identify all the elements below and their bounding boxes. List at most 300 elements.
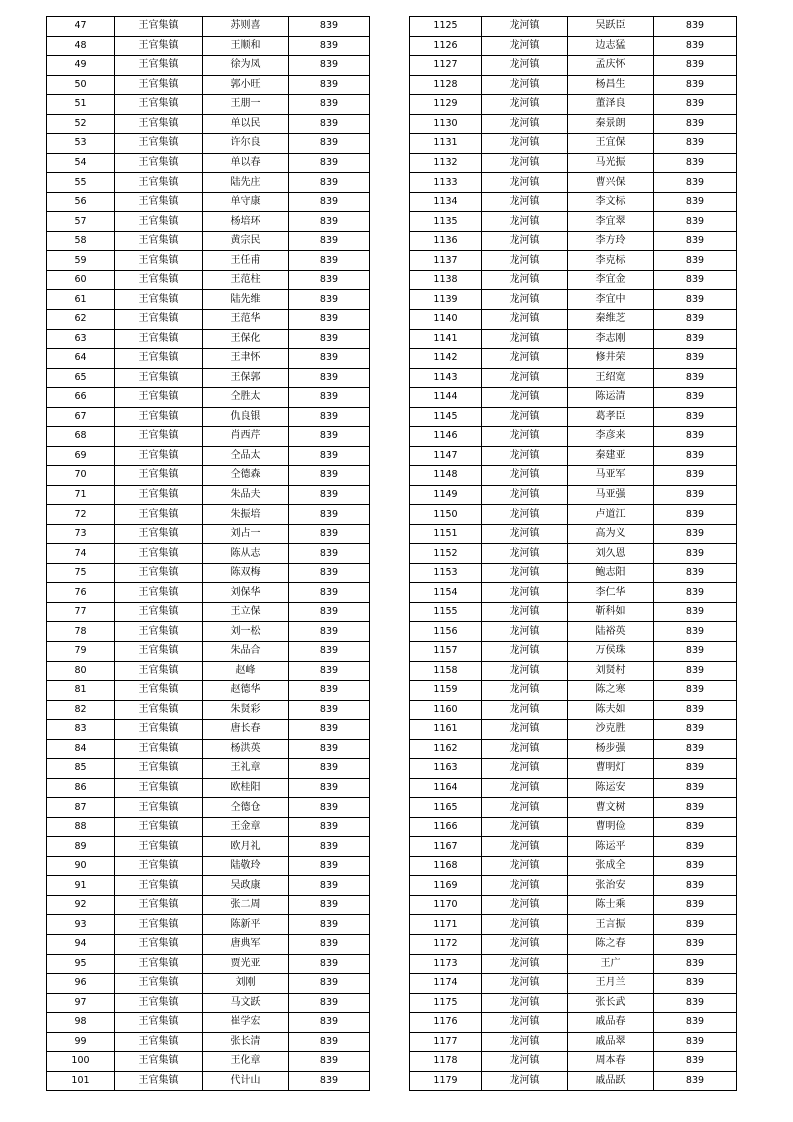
row-number-cell: 1136 bbox=[410, 231, 482, 251]
row-number-cell: 68 bbox=[47, 427, 115, 447]
row-number-cell: 98 bbox=[47, 1013, 115, 1033]
person-name-cell: 修井荣 bbox=[568, 349, 654, 369]
town-name-cell: 王官集镇 bbox=[115, 798, 203, 818]
row-number-cell: 1167 bbox=[410, 837, 482, 857]
person-name-cell: 刘久恩 bbox=[568, 544, 654, 564]
table-row bbox=[410, 778, 737, 798]
row-number-cell: 57 bbox=[47, 212, 115, 232]
amount-cell: 839 bbox=[289, 427, 370, 447]
table-row bbox=[47, 485, 370, 505]
person-name-cell: 王朋一 bbox=[203, 95, 289, 115]
town-name-cell: 龙河镇 bbox=[482, 759, 568, 779]
person-name-cell: 贾光亚 bbox=[203, 954, 289, 974]
person-name-cell: 周本春 bbox=[568, 1052, 654, 1072]
table-row bbox=[47, 290, 370, 310]
table-row bbox=[47, 544, 370, 564]
row-number-cell: 96 bbox=[47, 974, 115, 994]
town-name-cell: 王官集镇 bbox=[115, 602, 203, 622]
person-name-cell: 王任甫 bbox=[203, 251, 289, 271]
amount-cell: 839 bbox=[654, 17, 737, 37]
amount-cell: 839 bbox=[654, 153, 737, 173]
row-number-cell: 1141 bbox=[410, 329, 482, 349]
table-row bbox=[410, 934, 737, 954]
person-name-cell: 鲍志阳 bbox=[568, 563, 654, 583]
table-row bbox=[410, 466, 737, 486]
table-row bbox=[47, 934, 370, 954]
town-name-cell: 王官集镇 bbox=[115, 36, 203, 56]
town-name-cell: 王官集镇 bbox=[115, 153, 203, 173]
row-number-cell: 61 bbox=[47, 290, 115, 310]
town-name-cell: 龙河镇 bbox=[482, 915, 568, 935]
town-name-cell: 龙河镇 bbox=[482, 153, 568, 173]
row-number-cell: 65 bbox=[47, 368, 115, 388]
row-number-cell: 1155 bbox=[410, 602, 482, 622]
town-name-cell: 龙河镇 bbox=[482, 837, 568, 857]
amount-cell: 839 bbox=[654, 759, 737, 779]
row-number-cell: 1150 bbox=[410, 505, 482, 525]
amount-cell: 839 bbox=[654, 524, 737, 544]
town-name-cell: 龙河镇 bbox=[482, 56, 568, 76]
person-name-cell: 单以民 bbox=[203, 114, 289, 134]
table-row bbox=[47, 212, 370, 232]
table-row bbox=[410, 583, 737, 603]
table-row bbox=[47, 798, 370, 818]
person-name-cell: 张成全 bbox=[568, 856, 654, 876]
row-number-cell: 49 bbox=[47, 56, 115, 76]
person-name-cell: 苏则喜 bbox=[203, 17, 289, 37]
table-row bbox=[410, 446, 737, 466]
table-row bbox=[47, 173, 370, 193]
town-name-cell: 王官集镇 bbox=[115, 251, 203, 271]
person-name-cell: 李宜翠 bbox=[568, 212, 654, 232]
town-name-cell: 龙河镇 bbox=[482, 1071, 568, 1091]
row-number-cell: 1156 bbox=[410, 622, 482, 642]
amount-cell: 839 bbox=[289, 563, 370, 583]
person-name-cell: 戚品跃 bbox=[568, 1071, 654, 1091]
amount-cell: 839 bbox=[289, 583, 370, 603]
town-name-cell: 王官集镇 bbox=[115, 524, 203, 544]
table-row bbox=[47, 388, 370, 408]
table-row bbox=[47, 876, 370, 896]
person-name-cell: 陈之寒 bbox=[568, 681, 654, 701]
person-name-cell: 吴跃臣 bbox=[568, 17, 654, 37]
town-name-cell: 王官集镇 bbox=[115, 681, 203, 701]
amount-cell: 839 bbox=[289, 974, 370, 994]
town-name-cell: 王官集镇 bbox=[115, 720, 203, 740]
amount-cell: 839 bbox=[654, 1052, 737, 1072]
row-number-cell: 83 bbox=[47, 720, 115, 740]
person-name-cell: 许尔良 bbox=[203, 134, 289, 154]
table-row bbox=[410, 212, 737, 232]
person-name-cell: 张二周 bbox=[203, 895, 289, 915]
amount-cell: 839 bbox=[654, 212, 737, 232]
row-number-cell: 50 bbox=[47, 75, 115, 95]
person-name-cell: 王绍宽 bbox=[568, 368, 654, 388]
amount-cell: 839 bbox=[654, 954, 737, 974]
town-name-cell: 王官集镇 bbox=[115, 993, 203, 1013]
town-name-cell: 龙河镇 bbox=[482, 212, 568, 232]
amount-cell: 839 bbox=[289, 837, 370, 857]
amount-cell: 839 bbox=[289, 661, 370, 681]
amount-cell: 839 bbox=[289, 485, 370, 505]
person-name-cell: 高为义 bbox=[568, 524, 654, 544]
person-name-cell: 陆裕英 bbox=[568, 622, 654, 642]
amount-cell: 839 bbox=[654, 856, 737, 876]
town-name-cell: 龙河镇 bbox=[482, 1013, 568, 1033]
person-name-cell: 陈之春 bbox=[568, 934, 654, 954]
person-name-cell: 秦景朗 bbox=[568, 114, 654, 134]
row-number-cell: 55 bbox=[47, 173, 115, 193]
row-number-cell: 1137 bbox=[410, 251, 482, 271]
table-row bbox=[47, 1032, 370, 1052]
amount-cell: 839 bbox=[654, 778, 737, 798]
town-name-cell: 王官集镇 bbox=[115, 837, 203, 857]
person-name-cell: 单以春 bbox=[203, 153, 289, 173]
town-name-cell: 王官集镇 bbox=[115, 368, 203, 388]
person-name-cell: 王范华 bbox=[203, 309, 289, 329]
row-number-cell: 91 bbox=[47, 876, 115, 896]
row-number-cell: 1130 bbox=[410, 114, 482, 134]
amount-cell: 839 bbox=[289, 1013, 370, 1033]
amount-cell: 839 bbox=[654, 895, 737, 915]
amount-cell: 839 bbox=[654, 583, 737, 603]
amount-cell: 839 bbox=[289, 114, 370, 134]
person-name-cell: 卢道江 bbox=[568, 505, 654, 525]
row-number-cell: 82 bbox=[47, 700, 115, 720]
table-row bbox=[47, 192, 370, 212]
amount-cell: 839 bbox=[289, 349, 370, 369]
person-name-cell: 刘保华 bbox=[203, 583, 289, 603]
town-name-cell: 龙河镇 bbox=[482, 681, 568, 701]
amount-cell: 839 bbox=[289, 466, 370, 486]
table-row bbox=[410, 759, 737, 779]
person-name-cell: 董泽良 bbox=[568, 95, 654, 115]
table-row bbox=[410, 974, 737, 994]
amount-cell: 839 bbox=[654, 427, 737, 447]
person-name-cell: 戚品春 bbox=[568, 1013, 654, 1033]
town-name-cell: 王官集镇 bbox=[115, 309, 203, 329]
row-number-cell: 1147 bbox=[410, 446, 482, 466]
amount-cell: 839 bbox=[289, 173, 370, 193]
person-name-cell: 崔学宏 bbox=[203, 1013, 289, 1033]
table-row bbox=[47, 1052, 370, 1072]
table-row bbox=[410, 856, 737, 876]
row-number-cell: 47 bbox=[47, 17, 115, 37]
row-number-cell: 84 bbox=[47, 739, 115, 759]
town-name-cell: 王官集镇 bbox=[115, 329, 203, 349]
town-name-cell: 王官集镇 bbox=[115, 915, 203, 935]
row-number-cell: 1142 bbox=[410, 349, 482, 369]
town-name-cell: 龙河镇 bbox=[482, 36, 568, 56]
row-number-cell: 1169 bbox=[410, 876, 482, 896]
person-name-cell: 杨培环 bbox=[203, 212, 289, 232]
town-name-cell: 龙河镇 bbox=[482, 778, 568, 798]
row-number-cell: 75 bbox=[47, 563, 115, 583]
table-row bbox=[410, 270, 737, 290]
town-name-cell: 王官集镇 bbox=[115, 759, 203, 779]
person-name-cell: 陈双梅 bbox=[203, 563, 289, 583]
amount-cell: 839 bbox=[654, 75, 737, 95]
amount-cell: 839 bbox=[654, 368, 737, 388]
person-name-cell: 刘占一 bbox=[203, 524, 289, 544]
row-number-cell: 95 bbox=[47, 954, 115, 974]
table-row bbox=[410, 56, 737, 76]
person-name-cell: 李文标 bbox=[568, 192, 654, 212]
person-name-cell: 李彦来 bbox=[568, 427, 654, 447]
table-row bbox=[47, 563, 370, 583]
row-number-cell: 58 bbox=[47, 231, 115, 251]
table-row bbox=[410, 290, 737, 310]
town-name-cell: 王官集镇 bbox=[115, 427, 203, 447]
table-row bbox=[410, 36, 737, 56]
person-name-cell: 陆先庄 bbox=[203, 173, 289, 193]
person-name-cell: 代计山 bbox=[203, 1071, 289, 1091]
town-name-cell: 龙河镇 bbox=[482, 173, 568, 193]
person-name-cell: 陈运安 bbox=[568, 778, 654, 798]
town-name-cell: 王官集镇 bbox=[115, 231, 203, 251]
row-number-cell: 67 bbox=[47, 407, 115, 427]
amount-cell: 839 bbox=[654, 544, 737, 564]
table-row bbox=[47, 505, 370, 525]
amount-cell: 839 bbox=[289, 446, 370, 466]
amount-cell: 839 bbox=[654, 36, 737, 56]
amount-cell: 839 bbox=[654, 817, 737, 837]
amount-cell: 839 bbox=[289, 192, 370, 212]
town-name-cell: 龙河镇 bbox=[482, 720, 568, 740]
amount-cell: 839 bbox=[289, 270, 370, 290]
table-row bbox=[410, 661, 737, 681]
town-name-cell: 龙河镇 bbox=[482, 329, 568, 349]
town-name-cell: 王官集镇 bbox=[115, 544, 203, 564]
table-row bbox=[47, 583, 370, 603]
amount-cell: 839 bbox=[289, 134, 370, 154]
person-name-cell: 张治安 bbox=[568, 876, 654, 896]
row-number-cell: 94 bbox=[47, 934, 115, 954]
town-name-cell: 龙河镇 bbox=[482, 739, 568, 759]
amount-cell: 839 bbox=[654, 466, 737, 486]
table-row bbox=[47, 36, 370, 56]
row-number-cell: 101 bbox=[47, 1071, 115, 1091]
town-name-cell: 龙河镇 bbox=[482, 583, 568, 603]
amount-cell: 839 bbox=[289, 388, 370, 408]
amount-cell: 839 bbox=[654, 700, 737, 720]
person-name-cell: 陆先维 bbox=[203, 290, 289, 310]
town-name-cell: 龙河镇 bbox=[482, 1052, 568, 1072]
town-name-cell: 龙河镇 bbox=[482, 466, 568, 486]
person-name-cell: 陈新平 bbox=[203, 915, 289, 935]
row-number-cell: 1170 bbox=[410, 895, 482, 915]
amount-cell: 839 bbox=[654, 231, 737, 251]
person-name-cell: 王顺和 bbox=[203, 36, 289, 56]
amount-cell: 839 bbox=[289, 95, 370, 115]
amount-cell: 839 bbox=[289, 36, 370, 56]
amount-cell: 839 bbox=[654, 95, 737, 115]
row-number-cell: 1174 bbox=[410, 974, 482, 994]
table-row bbox=[410, 563, 737, 583]
town-name-cell: 王官集镇 bbox=[115, 173, 203, 193]
town-name-cell: 龙河镇 bbox=[482, 993, 568, 1013]
row-number-cell: 53 bbox=[47, 134, 115, 154]
row-number-cell: 99 bbox=[47, 1032, 115, 1052]
table-row bbox=[410, 485, 737, 505]
amount-cell: 839 bbox=[654, 661, 737, 681]
amount-cell: 839 bbox=[289, 993, 370, 1013]
table-row bbox=[410, 95, 737, 115]
town-name-cell: 王官集镇 bbox=[115, 1013, 203, 1033]
amount-cell: 839 bbox=[654, 349, 737, 369]
table-row bbox=[47, 661, 370, 681]
town-name-cell: 王官集镇 bbox=[115, 75, 203, 95]
person-name-cell: 王立保 bbox=[203, 602, 289, 622]
town-name-cell: 王官集镇 bbox=[115, 1071, 203, 1091]
person-name-cell: 单守康 bbox=[203, 192, 289, 212]
amount-cell: 839 bbox=[289, 505, 370, 525]
row-number-cell: 1175 bbox=[410, 993, 482, 1013]
row-number-cell: 93 bbox=[47, 915, 115, 935]
table-row bbox=[410, 993, 737, 1013]
amount-cell: 839 bbox=[289, 56, 370, 76]
person-name-cell: 曹文树 bbox=[568, 798, 654, 818]
table-row bbox=[410, 681, 737, 701]
amount-cell: 839 bbox=[289, 895, 370, 915]
town-name-cell: 龙河镇 bbox=[482, 622, 568, 642]
amount-cell: 839 bbox=[654, 485, 737, 505]
person-name-cell: 戚品翠 bbox=[568, 1032, 654, 1052]
amount-cell: 839 bbox=[289, 759, 370, 779]
town-name-cell: 龙河镇 bbox=[482, 427, 568, 447]
row-number-cell: 1145 bbox=[410, 407, 482, 427]
amount-cell: 839 bbox=[289, 915, 370, 935]
row-number-cell: 1125 bbox=[410, 17, 482, 37]
person-name-cell: 陈夫如 bbox=[568, 700, 654, 720]
person-name-cell: 葛孝臣 bbox=[568, 407, 654, 427]
row-number-cell: 1140 bbox=[410, 309, 482, 329]
amount-cell: 839 bbox=[654, 446, 737, 466]
table-row bbox=[47, 134, 370, 154]
town-name-cell: 龙河镇 bbox=[482, 700, 568, 720]
row-number-cell: 74 bbox=[47, 544, 115, 564]
row-number-cell: 1160 bbox=[410, 700, 482, 720]
row-number-cell: 56 bbox=[47, 192, 115, 212]
table-row bbox=[410, 915, 737, 935]
right-roster-table bbox=[409, 16, 737, 1091]
town-name-cell: 龙河镇 bbox=[482, 368, 568, 388]
row-number-cell: 60 bbox=[47, 270, 115, 290]
amount-cell: 839 bbox=[654, 642, 737, 662]
row-number-cell: 1129 bbox=[410, 95, 482, 115]
row-number-cell: 1149 bbox=[410, 485, 482, 505]
table-row bbox=[47, 622, 370, 642]
table-row bbox=[47, 231, 370, 251]
town-name-cell: 王官集镇 bbox=[115, 661, 203, 681]
person-name-cell: 赵德华 bbox=[203, 681, 289, 701]
amount-cell: 839 bbox=[654, 622, 737, 642]
row-number-cell: 100 bbox=[47, 1052, 115, 1072]
row-number-cell: 52 bbox=[47, 114, 115, 134]
person-name-cell: 曹明灯 bbox=[568, 759, 654, 779]
town-name-cell: 王官集镇 bbox=[115, 56, 203, 76]
row-number-cell: 64 bbox=[47, 349, 115, 369]
amount-cell: 839 bbox=[654, 505, 737, 525]
amount-cell: 839 bbox=[289, 407, 370, 427]
row-number-cell: 1158 bbox=[410, 661, 482, 681]
row-number-cell: 78 bbox=[47, 622, 115, 642]
amount-cell: 839 bbox=[654, 56, 737, 76]
row-number-cell: 1164 bbox=[410, 778, 482, 798]
person-name-cell: 边志猛 bbox=[568, 36, 654, 56]
row-number-cell: 97 bbox=[47, 993, 115, 1013]
amount-cell: 839 bbox=[289, 817, 370, 837]
person-name-cell: 秦建亚 bbox=[568, 446, 654, 466]
person-name-cell: 张长清 bbox=[203, 1032, 289, 1052]
person-name-cell: 张长武 bbox=[568, 993, 654, 1013]
town-name-cell: 龙河镇 bbox=[482, 895, 568, 915]
table-row bbox=[410, 817, 737, 837]
table-row bbox=[410, 895, 737, 915]
person-name-cell: 王言振 bbox=[568, 915, 654, 935]
row-number-cell: 1166 bbox=[410, 817, 482, 837]
amount-cell: 839 bbox=[289, 153, 370, 173]
table-row bbox=[410, 349, 737, 369]
amount-cell: 839 bbox=[654, 192, 737, 212]
town-name-cell: 王官集镇 bbox=[115, 895, 203, 915]
amount-cell: 839 bbox=[654, 134, 737, 154]
person-name-cell: 朱振培 bbox=[203, 505, 289, 525]
town-name-cell: 龙河镇 bbox=[482, 309, 568, 329]
person-name-cell: 陈运清 bbox=[568, 388, 654, 408]
amount-cell: 839 bbox=[654, 720, 737, 740]
town-name-cell: 龙河镇 bbox=[482, 876, 568, 896]
row-number-cell: 1177 bbox=[410, 1032, 482, 1052]
amount-cell: 839 bbox=[289, 720, 370, 740]
amount-cell: 839 bbox=[654, 876, 737, 896]
table-row bbox=[410, 739, 737, 759]
town-name-cell: 王官集镇 bbox=[115, 270, 203, 290]
table-row bbox=[410, 524, 737, 544]
person-name-cell: 马亚军 bbox=[568, 466, 654, 486]
amount-cell: 839 bbox=[289, 954, 370, 974]
amount-cell: 839 bbox=[289, 856, 370, 876]
amount-cell: 839 bbox=[289, 622, 370, 642]
amount-cell: 839 bbox=[654, 563, 737, 583]
table-row bbox=[410, 329, 737, 349]
town-name-cell: 王官集镇 bbox=[115, 388, 203, 408]
table-row bbox=[47, 993, 370, 1013]
amount-cell: 839 bbox=[289, 309, 370, 329]
person-name-cell: 王金章 bbox=[203, 817, 289, 837]
row-number-cell: 79 bbox=[47, 642, 115, 662]
table-row bbox=[410, 622, 737, 642]
table-row bbox=[47, 368, 370, 388]
table-row bbox=[47, 56, 370, 76]
person-name-cell: 朱品合 bbox=[203, 642, 289, 662]
table-row bbox=[47, 251, 370, 271]
person-name-cell: 陈运平 bbox=[568, 837, 654, 857]
town-name-cell: 龙河镇 bbox=[482, 505, 568, 525]
town-name-cell: 龙河镇 bbox=[482, 544, 568, 564]
person-name-cell: 刘一松 bbox=[203, 622, 289, 642]
town-name-cell: 王官集镇 bbox=[115, 856, 203, 876]
amount-cell: 839 bbox=[654, 974, 737, 994]
person-name-cell: 刘刚 bbox=[203, 974, 289, 994]
row-number-cell: 1159 bbox=[410, 681, 482, 701]
table-row bbox=[410, 231, 737, 251]
amount-cell: 839 bbox=[654, 173, 737, 193]
row-number-cell: 63 bbox=[47, 329, 115, 349]
town-name-cell: 龙河镇 bbox=[482, 485, 568, 505]
town-name-cell: 王官集镇 bbox=[115, 954, 203, 974]
person-name-cell: 欧桂阳 bbox=[203, 778, 289, 798]
